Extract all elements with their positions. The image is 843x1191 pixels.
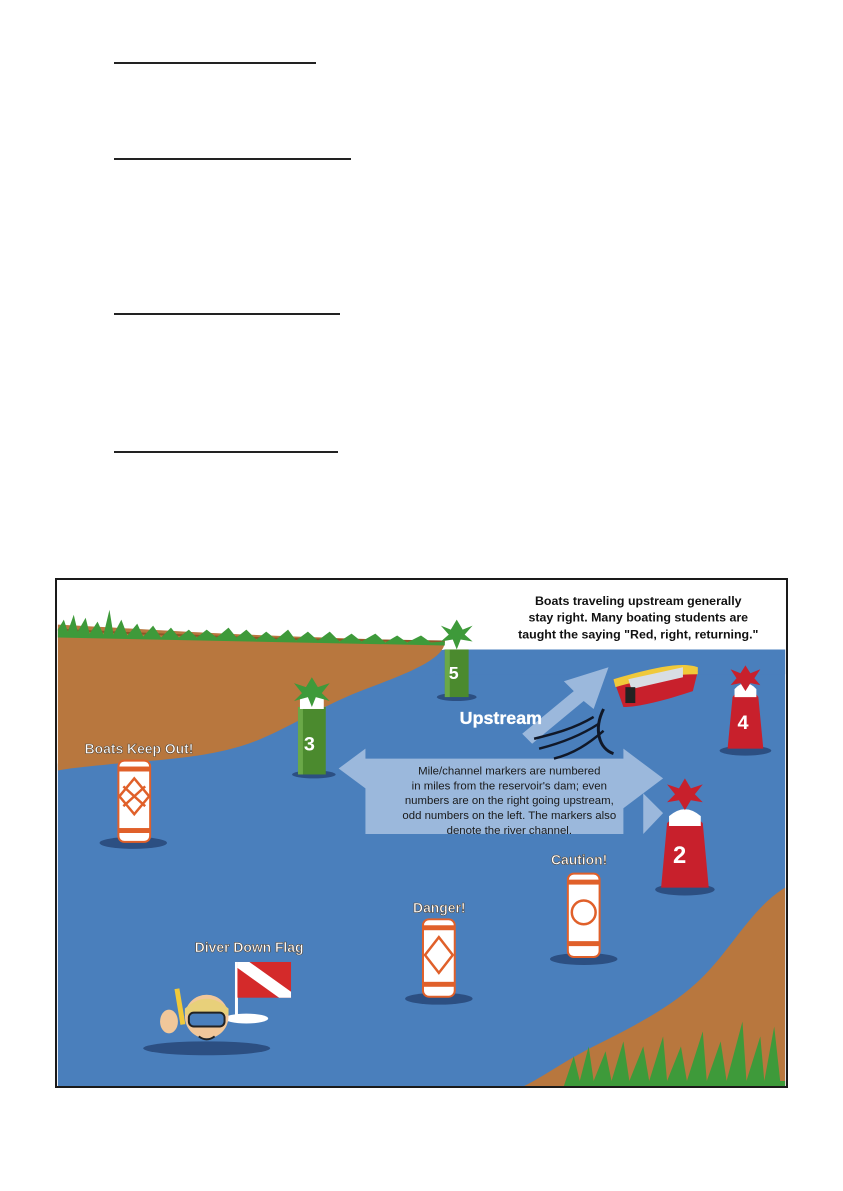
label-caution: Caution! [550,851,608,868]
answer-line-2 [114,158,351,160]
caption-line-2: stay right. Many boating students are [528,610,749,625]
caption-line-3: taught the saying "Red, right, returning." [518,627,759,642]
marker-number-4: 4 [737,711,749,734]
markers-info-line-4: odd numbers on the left. The markers also [402,810,617,823]
marker-number-3: 3 [303,733,315,756]
markers-info-line-1: Mile/channel markers are numbered [418,765,601,778]
caption [518,594,758,642]
upstream-label: Upstream [459,707,543,728]
label-danger: Danger! [413,899,466,916]
label-diver-down-flag: Diver Down Flag [194,939,304,956]
answer-line-1 [114,62,316,64]
answer-line-4 [114,451,338,453]
marker-number-2: 2 [673,841,687,869]
markers-info-line-3: numbers are on the right going upstream, [404,795,614,808]
label-boats-keep-out: Boats Keep Out! [84,740,194,757]
answer-line-3 [114,313,340,315]
markers-info-line-2: in miles from the reservoir's dam; even [411,780,607,793]
markers-info-line-5: denote the river channel. [446,824,573,837]
river-navigation-illustration [55,578,788,1088]
marker-number-5: 5 [448,663,459,684]
caption-line-1: Boats traveling upstream generally [534,593,742,608]
